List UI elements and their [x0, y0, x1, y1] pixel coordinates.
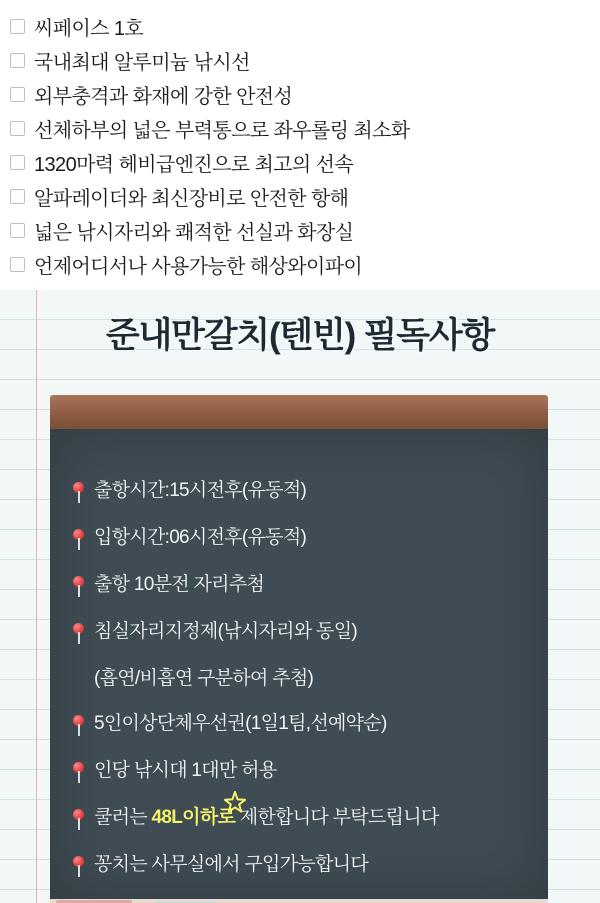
notice-text: (흡연/비흡연 구분하여 추첨)	[94, 668, 314, 689]
checkbox-icon[interactable]	[10, 155, 25, 170]
list-item[interactable]	[10, 44, 600, 77]
notice-text: 꽁치는 사무실에서 구입가능합니다	[94, 854, 368, 875]
pin-icon	[72, 762, 86, 784]
notice-text-before: 쿨러는	[94, 807, 152, 828]
list-item-label: 국내최대 알루미늄 낚시선	[34, 52, 250, 74]
margin-line	[36, 290, 37, 903]
notice-text-emphasis: 48L이하로	[151, 807, 236, 828]
feature-checklist	[0, 0, 600, 290]
list-item-label: 1320마력 헤비급엔진으로 최고의 선속	[34, 154, 354, 176]
list-item[interactable]	[10, 180, 600, 213]
list-item[interactable]	[10, 214, 600, 247]
notice-row	[72, 526, 534, 573]
list-item-label: 넓은 낚시자리와 쾌적한 선실과 화장실	[34, 222, 354, 244]
notice-row	[72, 620, 534, 667]
checkbox-icon[interactable]	[10, 19, 25, 34]
list-item-label: 알파레이더와 최신장비로 안전한 항해	[34, 188, 349, 210]
notice-text-highlighted	[94, 806, 439, 830]
pin-icon	[72, 529, 86, 551]
checkbox-icon[interactable]	[10, 53, 25, 68]
notice-text-after: 제한합니다 부탁드립니다	[235, 807, 439, 828]
checkbox-icon[interactable]	[10, 257, 25, 272]
list-item-label: 언제어디서나 사용가능한 해상와이파이	[34, 256, 363, 278]
pin-icon	[72, 482, 86, 504]
notice-list	[72, 479, 534, 900]
pin-icon	[72, 576, 86, 598]
notice-text: 침실자리지정제(낚시자리와 동일)	[94, 621, 357, 642]
notice-text: 출항시간:15시전후(유동적)	[94, 480, 307, 501]
list-item-label: 외부충격과 화재에 강한 안전성	[34, 86, 293, 108]
chalkboard-top-frame	[50, 395, 548, 429]
notice-row	[72, 853, 534, 900]
checkbox-icon[interactable]	[10, 121, 25, 136]
notice-row	[72, 479, 534, 526]
notice-row	[72, 573, 534, 620]
list-item[interactable]	[10, 10, 600, 43]
checkbox-icon[interactable]	[10, 223, 25, 238]
list-item[interactable]	[10, 248, 600, 281]
list-item-label: 씨페이스 1호	[34, 18, 144, 40]
pin-icon	[72, 809, 86, 831]
notice-text: 출항 10분전 자리추첨	[94, 574, 265, 595]
chalkboard	[50, 395, 548, 903]
pin-icon	[72, 623, 86, 645]
notice-row-highlight	[72, 806, 534, 853]
list-item[interactable]	[10, 112, 600, 145]
list-item[interactable]	[10, 78, 600, 111]
notice-row	[72, 759, 534, 806]
page-title-area	[0, 290, 600, 362]
checkbox-icon[interactable]	[10, 87, 25, 102]
page-title: 준내만갈치(텐빈) 필독사항	[105, 316, 495, 355]
notice-row-sub	[72, 667, 534, 712]
notice-row	[72, 712, 534, 759]
checkbox-icon[interactable]	[10, 189, 25, 204]
notice-text: 인당 낚시대 1대만 허용	[94, 760, 277, 781]
notice-text: 5인이상단체우선권(1일1팀,선예약순)	[94, 713, 387, 734]
pin-icon	[72, 715, 86, 737]
notice-text: 입항시간:06시전후(유동적)	[94, 527, 307, 548]
notebook-page	[0, 290, 600, 903]
chalkboard-surface	[50, 429, 548, 899]
pin-icon	[72, 856, 86, 878]
list-item-label: 선체하부의 넓은 부력통으로 좌우롤링 최소화	[34, 120, 410, 142]
list-item[interactable]	[10, 146, 600, 179]
